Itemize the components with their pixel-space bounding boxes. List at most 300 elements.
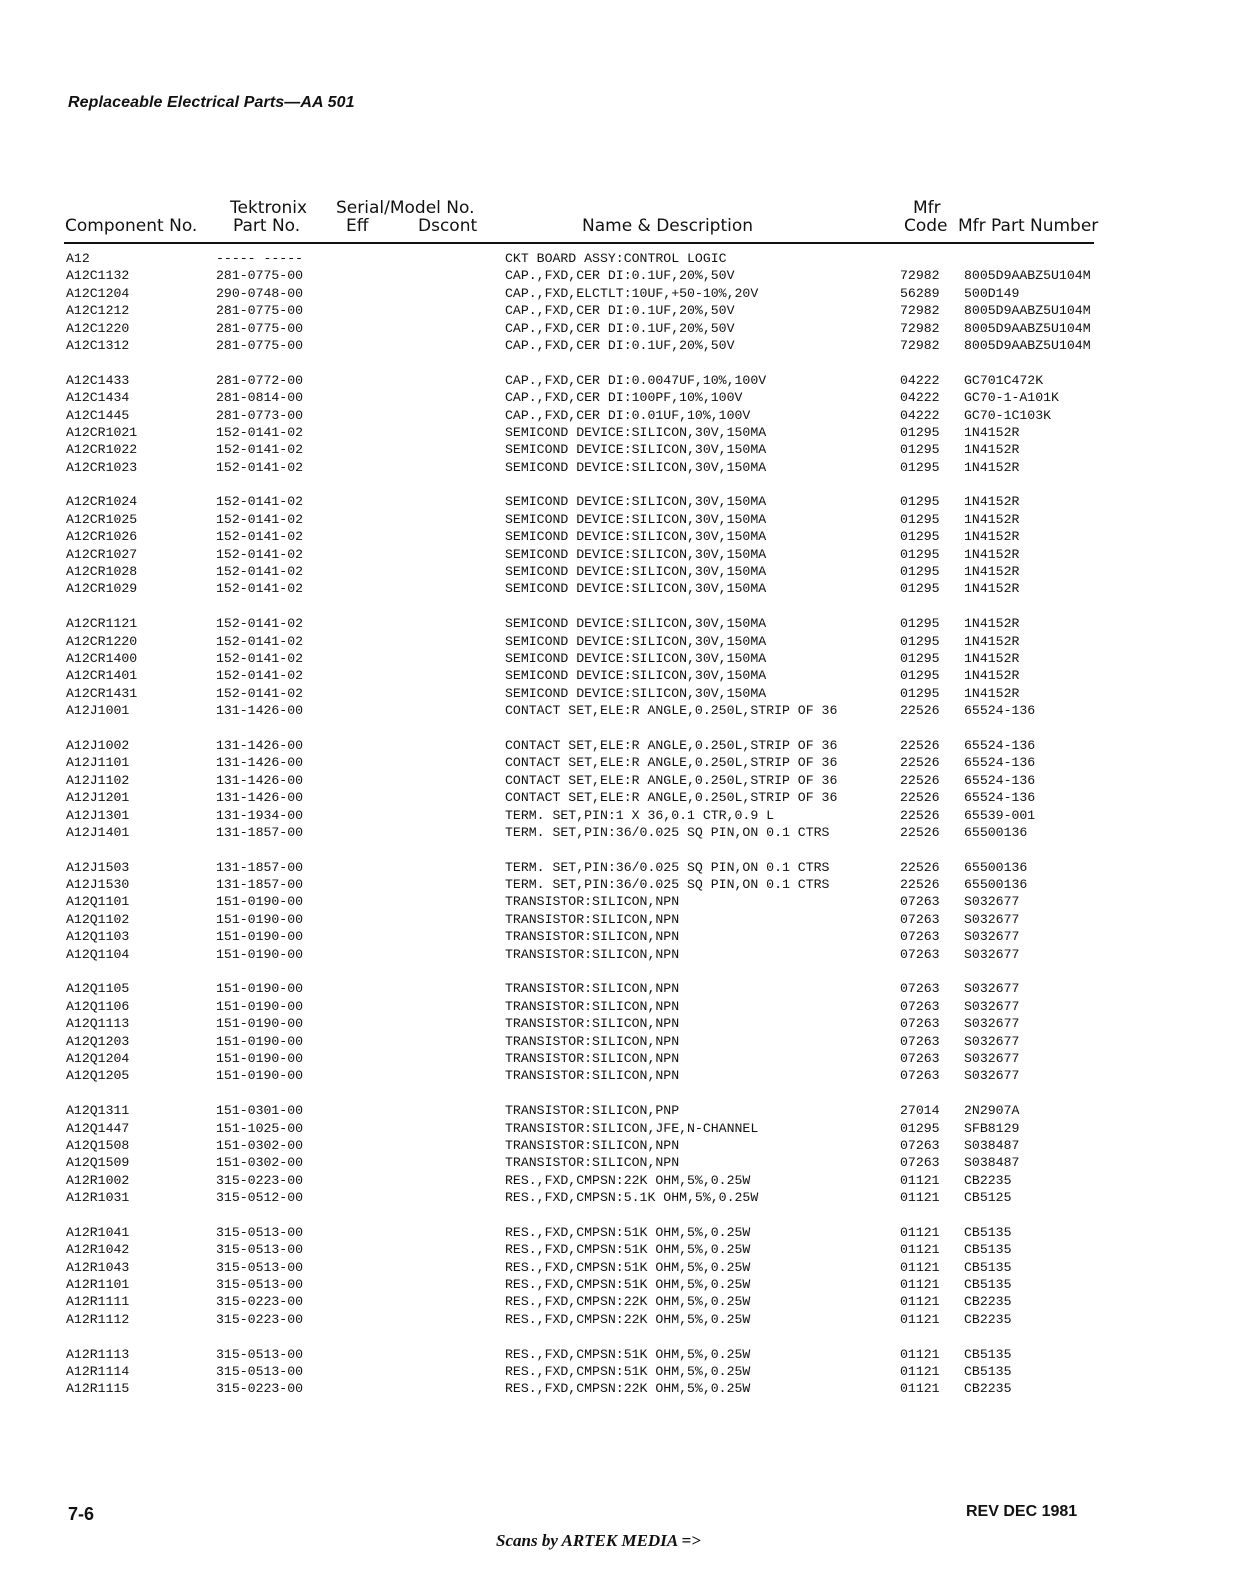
mfr-code-cell: 07263 (900, 1050, 940, 1066)
table-row (0, 528, 1233, 545)
mfr-part-number-cell: 1N4152R (964, 546, 1020, 562)
component-no-cell: A12CR1025 (66, 511, 138, 527)
mfr-part-number-cell: 65500136 (964, 859, 1028, 875)
table-row (0, 580, 1233, 597)
table-row (0, 685, 1233, 702)
part-no-cell: 151-0190-00 (216, 998, 304, 1014)
table-row (0, 1259, 1233, 1276)
description-cell: RES.,FXD,CMPSN:5.1K OHM,5%,0.25W (505, 1190, 759, 1206)
mfr-part-number-cell: GC701C472K (964, 372, 1044, 388)
table-row (0, 946, 1233, 963)
component-no-cell: A12 (66, 251, 90, 266)
table-row (0, 754, 1233, 771)
description-cell: CAP.,FXD,CER DI:0.1UF,20%,50V (505, 303, 735, 319)
mfr-part-number-cell: 1N4152R (964, 424, 1020, 440)
mfr-code-cell: 72982 (900, 337, 940, 353)
part-no-cell: 152-0141-02 (216, 494, 304, 510)
part-no-cell: 151-0190-00 (216, 894, 304, 910)
revision-date: REV DEC 1981 (966, 1503, 1078, 1520)
part-no-cell: 315-0513-00 (216, 1242, 304, 1258)
mfr-code-cell: 01121 (900, 1277, 940, 1293)
component-no-cell: A12CR1401 (66, 668, 138, 684)
component-no-cell: A12J1002 (66, 737, 130, 753)
table-row (0, 1293, 1233, 1310)
component-no-cell: A12Q1204 (66, 1050, 130, 1066)
table-row (0, 737, 1233, 754)
table-row (0, 563, 1233, 580)
part-no-cell: 152-0141-02 (216, 581, 304, 597)
mfr-code-cell: 01295 (900, 424, 940, 440)
mfr-code-cell: 07263 (900, 1155, 940, 1171)
mfr-code-cell: 01295 (900, 442, 940, 458)
table-row (0, 1363, 1233, 1380)
component-no-cell: A12CR1021 (66, 424, 138, 440)
description-cell: RES.,FXD,CMPSN:51K OHM,5%,0.25W (505, 1277, 751, 1293)
description-cell: TRANSISTOR:SILICON,NPN (505, 1033, 680, 1049)
part-no-cell: 131-1426-00 (216, 737, 304, 753)
mfr-code-cell: 01295 (900, 511, 940, 527)
table-row (0, 980, 1233, 997)
mfr-code-cell: 01121 (900, 1381, 940, 1397)
mfr-code-cell: 01121 (900, 1364, 940, 1379)
table-row (0, 337, 1233, 354)
description-cell: CONTACT SET,ELE:R ANGLE,0.250L,STRIP OF 36 (505, 703, 838, 719)
mfr-code-cell: 01295 (900, 668, 940, 684)
description-cell: CAP.,FXD,CER DI:0.1UF,20%,50V (505, 268, 735, 284)
component-no-cell: A12R1115 (66, 1381, 130, 1397)
component-no-cell: A12C1434 (66, 390, 130, 406)
table-row (0, 302, 1233, 319)
description-cell: CAP.,FXD,CER DI:0.0047UF,10%,100V (505, 372, 767, 388)
mfr-part-number-cell: 1N4152R (964, 685, 1020, 701)
component-no-cell: A12R1031 (66, 1190, 130, 1206)
description-cell: TRANSISTOR:SILICON,NPN (505, 981, 680, 997)
description-cell: CAP.,FXD,CER DI:0.1UF,20%,50V (505, 320, 735, 336)
mfr-part-number-cell: S038487 (964, 1155, 1020, 1171)
header-name-description: Name & Description (582, 216, 754, 236)
header-part-no: Part No. (233, 216, 301, 236)
part-no-cell: 151-0190-00 (216, 1050, 304, 1066)
part-no-cell: 151-0190-00 (216, 1068, 304, 1084)
table-row (0, 250, 1233, 267)
mfr-code-cell: 01295 (900, 1120, 940, 1136)
mfr-code-cell: 01121 (900, 1242, 940, 1258)
description-cell: SEMICOND DEVICE:SILICON,30V,150MA (505, 424, 767, 440)
component-no-cell: A12CR1026 (66, 529, 138, 545)
component-no-cell: A12Q1106 (66, 998, 130, 1014)
table-row (0, 633, 1233, 650)
component-no-cell: A12CR1027 (66, 546, 138, 562)
mfr-part-number-cell: 1N4152R (964, 442, 1020, 458)
mfr-part-number-cell: 65524-136 (964, 772, 1036, 788)
component-no-cell: A12J1401 (66, 824, 130, 840)
description-cell: CONTACT SET,ELE:R ANGLE,0.250L,STRIP OF 36 (505, 755, 838, 771)
part-no-cell: 131-1857-00 (216, 824, 304, 840)
table-row (0, 267, 1233, 284)
mfr-code-cell: 07263 (900, 1033, 940, 1049)
mfr-code-cell: 07263 (900, 894, 940, 910)
mfr-code-cell: 22526 (900, 877, 940, 893)
description-cell: SEMICOND DEVICE:SILICON,30V,150MA (505, 546, 767, 562)
description-cell: SEMICOND DEVICE:SILICON,30V,150MA (505, 616, 767, 632)
description-cell: CAP.,FXD,CER DI:0.01UF,10%,100V (505, 407, 751, 423)
table-row (0, 928, 1233, 945)
mfr-part-number-cell: 65524-136 (964, 755, 1036, 771)
mfr-part-number-cell: 1N4152R (964, 616, 1020, 632)
mfr-code-cell: 56289 (900, 285, 940, 301)
mfr-code-cell: 01295 (900, 494, 940, 510)
table-row (0, 407, 1233, 424)
mfr-code-cell: 22526 (900, 790, 940, 806)
component-no-cell: A12CR1028 (66, 564, 138, 580)
scan-credit: Scans by ARTEK MEDIA => (496, 1531, 701, 1550)
description-cell: CONTACT SET,ELE:R ANGLE,0.250L,STRIP OF 36 (505, 790, 838, 806)
mfr-code-cell: 72982 (900, 303, 940, 319)
mfr-code-cell: 27014 (900, 1103, 940, 1119)
description-cell: RES.,FXD,CMPSN:51K OHM,5%,0.25W (505, 1242, 751, 1258)
part-no-cell: 315-0223-00 (216, 1311, 304, 1327)
part-no-cell: 151-1025-00 (216, 1120, 304, 1136)
part-no-cell: ----- ----- (216, 251, 304, 266)
part-no-cell: 152-0141-02 (216, 442, 304, 458)
description-cell: SEMICOND DEVICE:SILICON,30V,150MA (505, 633, 767, 649)
component-no-cell: A12CR1431 (66, 685, 138, 701)
table-row (0, 1050, 1233, 1067)
table-row (0, 1137, 1233, 1154)
mfr-part-number-cell: S032677 (964, 894, 1020, 910)
mfr-part-number-cell: CB5135 (964, 1224, 1012, 1240)
part-no-cell: 151-0190-00 (216, 929, 304, 945)
description-cell: RES.,FXD,CMPSN:51K OHM,5%,0.25W (505, 1346, 751, 1362)
component-no-cell: A12Q1509 (66, 1155, 130, 1171)
part-no-cell: 281-0775-00 (216, 320, 304, 336)
header-mfr-part-number: Mfr Part Number (958, 216, 1099, 236)
part-no-cell: 281-0775-00 (216, 337, 304, 353)
mfr-code-cell: 01121 (900, 1311, 940, 1327)
component-no-cell: A12Q1104 (66, 946, 130, 962)
description-cell: SEMICOND DEVICE:SILICON,30V,150MA (505, 494, 767, 510)
component-no-cell: A12C1312 (66, 337, 130, 353)
description-cell: TRANSISTOR:SILICON,NPN (505, 1155, 680, 1171)
description-cell: CONTACT SET,ELE:R ANGLE,0.250L,STRIP OF 36 (505, 772, 838, 788)
table-row (0, 1276, 1233, 1293)
mfr-code-cell: 22526 (900, 772, 940, 788)
component-no-cell: A12CR1024 (66, 494, 138, 510)
mfr-part-number-cell: CB5135 (964, 1346, 1012, 1362)
part-no-cell: 152-0141-02 (216, 616, 304, 632)
part-no-cell: 281-0775-00 (216, 303, 304, 319)
description-cell: SEMICOND DEVICE:SILICON,30V,150MA (505, 650, 767, 666)
part-no-cell: 151-0190-00 (216, 1033, 304, 1049)
component-no-cell: A12J1001 (66, 703, 130, 719)
part-no-cell: 152-0141-02 (216, 668, 304, 684)
part-no-cell: 131-1426-00 (216, 703, 304, 719)
table-row (0, 650, 1233, 667)
component-no-cell: A12Q1113 (66, 1016, 130, 1032)
description-cell: CAP.,FXD,CER DI:100PF,10%,100V (505, 390, 743, 406)
mfr-part-number-cell: CB2235 (964, 1311, 1012, 1327)
mfr-part-number-cell: S032677 (964, 929, 1020, 945)
mfr-code-cell: 01295 (900, 650, 940, 666)
part-no-cell: 152-0141-02 (216, 459, 304, 475)
mfr-part-number-cell: SFB8129 (964, 1120, 1020, 1136)
table-row (0, 389, 1233, 406)
header-dscont: Dscont (418, 216, 478, 236)
component-no-cell: A12Q1447 (66, 1120, 130, 1136)
mfr-part-number-cell: CB5135 (964, 1277, 1012, 1293)
header-divider (64, 242, 1094, 244)
table-row (0, 1102, 1233, 1119)
part-no-cell: 152-0141-02 (216, 529, 304, 545)
table-row (0, 1015, 1233, 1032)
component-no-cell: A12Q1101 (66, 894, 130, 910)
mfr-part-number-cell: S032677 (964, 1033, 1020, 1049)
description-cell: CAP.,FXD,ELCTLT:10UF,+50-10%,20V (505, 285, 759, 301)
description-cell: TRANSISTOR:SILICON,JFE,N-CHANNEL (505, 1120, 759, 1136)
table-row (0, 441, 1233, 458)
mfr-code-cell: 07263 (900, 946, 940, 962)
part-no-cell: 151-0302-00 (216, 1137, 304, 1153)
component-no-cell: A12J1102 (66, 772, 130, 788)
mfr-part-number-cell: S032677 (964, 1050, 1020, 1066)
part-no-cell: 290-0748-00 (216, 285, 304, 301)
mfr-part-number-cell: CB2235 (964, 1381, 1012, 1397)
part-no-cell: 315-0513-00 (216, 1346, 304, 1362)
mfr-part-number-cell: CB2235 (964, 1294, 1012, 1310)
table-row (0, 702, 1233, 719)
table-row (0, 1346, 1233, 1363)
mfr-part-number-cell: GC70-1C103K (964, 407, 1052, 423)
description-cell: RES.,FXD,CMPSN:22K OHM,5%,0.25W (505, 1172, 751, 1188)
table-row (0, 1380, 1233, 1397)
table-row (0, 876, 1233, 893)
part-no-cell: 152-0141-02 (216, 685, 304, 701)
mfr-code-cell: 01121 (900, 1259, 940, 1275)
table-row (0, 1224, 1233, 1241)
mfr-part-number-cell: CB5125 (964, 1190, 1012, 1206)
mfr-part-number-cell: 65539-001 (964, 807, 1036, 823)
mfr-code-cell: 04222 (900, 390, 940, 406)
mfr-part-number-cell: CB5135 (964, 1242, 1012, 1258)
table-row (0, 546, 1233, 563)
mfr-part-number-cell: 500D149 (964, 285, 1020, 301)
description-cell: CKT BOARD ASSY:CONTROL LOGIC (505, 251, 727, 266)
table-row (0, 615, 1233, 632)
description-cell: RES.,FXD,CMPSN:51K OHM,5%,0.25W (505, 1364, 751, 1379)
part-no-cell: 131-1426-00 (216, 790, 304, 806)
mfr-code-cell: 01295 (900, 685, 940, 701)
part-no-cell: 281-0772-00 (216, 372, 304, 388)
mfr-part-number-cell: 1N4152R (964, 650, 1020, 666)
component-no-cell: A12J1530 (66, 877, 130, 893)
component-no-cell: A12C1433 (66, 372, 130, 388)
description-cell: TERM. SET,PIN:36/0.025 SQ PIN,ON 0.1 CTRS (505, 859, 830, 875)
description-cell: TRANSISTOR:SILICON,PNP (505, 1103, 680, 1119)
part-no-cell: 152-0141-02 (216, 633, 304, 649)
table-row (0, 998, 1233, 1015)
mfr-part-number-cell: 65524-136 (964, 790, 1036, 806)
part-no-cell: 315-0513-00 (216, 1364, 304, 1379)
component-no-cell: A12J1503 (66, 859, 130, 875)
part-no-cell: 131-1426-00 (216, 755, 304, 771)
part-no-cell: 151-0190-00 (216, 911, 304, 927)
header-tektronix: Tektronix (230, 198, 308, 218)
description-cell: SEMICOND DEVICE:SILICON,30V,150MA (505, 459, 767, 475)
description-cell: RES.,FXD,CMPSN:22K OHM,5%,0.25W (505, 1381, 751, 1397)
mfr-part-number-cell: S032677 (964, 981, 1020, 997)
mfr-part-number-cell: 1N4152R (964, 459, 1020, 475)
description-cell: CAP.,FXD,CER DI:0.1UF,20%,50V (505, 337, 735, 353)
description-cell: TRANSISTOR:SILICON,NPN (505, 894, 680, 910)
header-serial-model: Serial/Model No. (336, 198, 475, 218)
part-no-cell: 315-0223-00 (216, 1381, 304, 1397)
parts-list (0, 250, 1233, 1398)
mfr-code-cell: 22526 (900, 755, 940, 771)
component-no-cell: A12R1002 (66, 1172, 130, 1188)
component-no-cell: A12CR1400 (66, 650, 138, 666)
part-no-cell: 315-0223-00 (216, 1294, 304, 1310)
part-no-cell: 152-0141-02 (216, 564, 304, 580)
mfr-code-cell: 22526 (900, 703, 940, 719)
description-cell: CONTACT SET,ELE:R ANGLE,0.250L,STRIP OF 36 (505, 737, 838, 753)
mfr-code-cell: 01121 (900, 1190, 940, 1206)
page-title: Replaceable Electrical Parts—AA 501 (68, 94, 355, 111)
mfr-code-cell: 01295 (900, 581, 940, 597)
part-no-cell: 315-0512-00 (216, 1190, 304, 1206)
part-no-cell: 131-1857-00 (216, 877, 304, 893)
mfr-code-cell: 01295 (900, 633, 940, 649)
component-no-cell: A12Q1103 (66, 929, 130, 945)
mfr-code-cell: 07263 (900, 1068, 940, 1084)
description-cell: TRANSISTOR:SILICON,NPN (505, 1050, 680, 1066)
part-no-cell: 131-1857-00 (216, 859, 304, 875)
mfr-code-cell: 01121 (900, 1346, 940, 1362)
table-row (0, 789, 1233, 806)
component-no-cell: A12R1113 (66, 1346, 130, 1362)
component-no-cell: A12Q1508 (66, 1137, 130, 1153)
mfr-part-number-cell: GC70-1-A101K (964, 390, 1059, 406)
table-row (0, 807, 1233, 824)
mfr-code-cell: 01295 (900, 529, 940, 545)
mfr-part-number-cell: 8005D9AABZ5U104M (964, 303, 1091, 319)
component-no-cell: A12Q1311 (66, 1103, 130, 1119)
mfr-code-cell: 22526 (900, 824, 940, 840)
mfr-part-number-cell: S032677 (964, 1016, 1020, 1032)
mfr-code-cell: 01295 (900, 459, 940, 475)
description-cell: SEMICOND DEVICE:SILICON,30V,150MA (505, 442, 767, 458)
mfr-part-number-cell: 2N2907A (964, 1103, 1020, 1119)
table-row (0, 459, 1233, 476)
part-no-cell: 151-0190-00 (216, 946, 304, 962)
table-row (0, 893, 1233, 910)
table-row (0, 372, 1233, 389)
component-no-cell: A12J1201 (66, 790, 130, 806)
mfr-code-cell: 07263 (900, 929, 940, 945)
header-mfr: Mfr (913, 198, 941, 218)
part-no-cell: 281-0773-00 (216, 407, 304, 423)
part-no-cell: 281-0775-00 (216, 268, 304, 284)
part-no-cell: 131-1934-00 (216, 807, 304, 823)
component-no-cell: A12CR1022 (66, 442, 138, 458)
description-cell: RES.,FXD,CMPSN:22K OHM,5%,0.25W (505, 1311, 751, 1327)
mfr-code-cell: 04222 (900, 372, 940, 388)
table-row (0, 320, 1233, 337)
mfr-part-number-cell: S032677 (964, 946, 1020, 962)
mfr-part-number-cell: 8005D9AABZ5U104M (964, 320, 1091, 336)
table-row (0, 1033, 1233, 1050)
description-cell: TERM. SET,PIN:1 X 36,0.1 CTR,0.9 L (505, 807, 775, 823)
component-no-cell: A12CR1023 (66, 459, 138, 475)
mfr-part-number-cell: CB2235 (964, 1172, 1012, 1188)
table-row (0, 911, 1233, 928)
mfr-part-number-cell: 1N4152R (964, 633, 1020, 649)
mfr-part-number-cell: 8005D9AABZ5U104M (964, 337, 1091, 353)
part-no-cell: 151-0190-00 (216, 1016, 304, 1032)
part-no-cell: 315-0513-00 (216, 1259, 304, 1275)
mfr-code-cell: 72982 (900, 268, 940, 284)
mfr-code-cell: 72982 (900, 320, 940, 336)
component-no-cell: A12C1204 (66, 285, 130, 301)
mfr-code-cell: 07263 (900, 998, 940, 1014)
description-cell: RES.,FXD,CMPSN:22K OHM,5%,0.25W (505, 1294, 751, 1310)
part-no-cell: 152-0141-02 (216, 511, 304, 527)
table-row (0, 285, 1233, 302)
mfr-code-cell: 07263 (900, 1016, 940, 1032)
description-cell: TRANSISTOR:SILICON,NPN (505, 1137, 680, 1153)
mfr-part-number-cell: 1N4152R (964, 529, 1020, 545)
part-no-cell: 151-0190-00 (216, 981, 304, 997)
mfr-part-number-cell: S032677 (964, 998, 1020, 1014)
table-row (0, 511, 1233, 528)
description-cell: TRANSISTOR:SILICON,NPN (505, 911, 680, 927)
mfr-part-number-cell: CB5135 (964, 1259, 1012, 1275)
component-no-cell: A12J1301 (66, 807, 130, 823)
component-no-cell: A12Q1102 (66, 911, 130, 927)
component-no-cell: A12Q1205 (66, 1068, 130, 1084)
mfr-code-cell: 01121 (900, 1172, 940, 1188)
mfr-code-cell: 07263 (900, 1137, 940, 1153)
component-no-cell: A12R1114 (66, 1364, 130, 1379)
description-cell: RES.,FXD,CMPSN:51K OHM,5%,0.25W (505, 1259, 751, 1275)
component-no-cell: A12Q1105 (66, 981, 130, 997)
description-cell: RES.,FXD,CMPSN:51K OHM,5%,0.25W (505, 1224, 751, 1240)
table-row (0, 1154, 1233, 1171)
mfr-code-cell: 07263 (900, 911, 940, 927)
component-no-cell: A12C1132 (66, 268, 130, 284)
part-no-cell: 152-0141-02 (216, 546, 304, 562)
page-number: 7-6 (68, 1504, 95, 1524)
component-no-cell: A12Q1203 (66, 1033, 130, 1049)
table-row (0, 1311, 1233, 1328)
part-no-cell: 281-0814-00 (216, 390, 304, 406)
table-row (0, 859, 1233, 876)
part-no-cell: 131-1426-00 (216, 772, 304, 788)
component-no-cell: A12C1220 (66, 320, 130, 336)
component-no-cell: A12R1042 (66, 1242, 130, 1258)
mfr-part-number-cell: 1N4152R (964, 668, 1020, 684)
table-row (0, 1241, 1233, 1258)
mfr-part-number-cell: 8005D9AABZ5U104M (964, 268, 1091, 284)
mfr-part-number-cell: 65500136 (964, 877, 1028, 893)
mfr-part-number-cell: 65524-136 (964, 737, 1036, 753)
mfr-part-number-cell: 65524-136 (964, 703, 1036, 719)
part-no-cell: 152-0141-02 (216, 424, 304, 440)
table-row (0, 424, 1233, 441)
component-no-cell: A12J1101 (66, 755, 130, 771)
description-cell: TRANSISTOR:SILICON,NPN (505, 1068, 680, 1084)
table-row (0, 493, 1233, 510)
description-cell: TRANSISTOR:SILICON,NPN (505, 998, 680, 1014)
